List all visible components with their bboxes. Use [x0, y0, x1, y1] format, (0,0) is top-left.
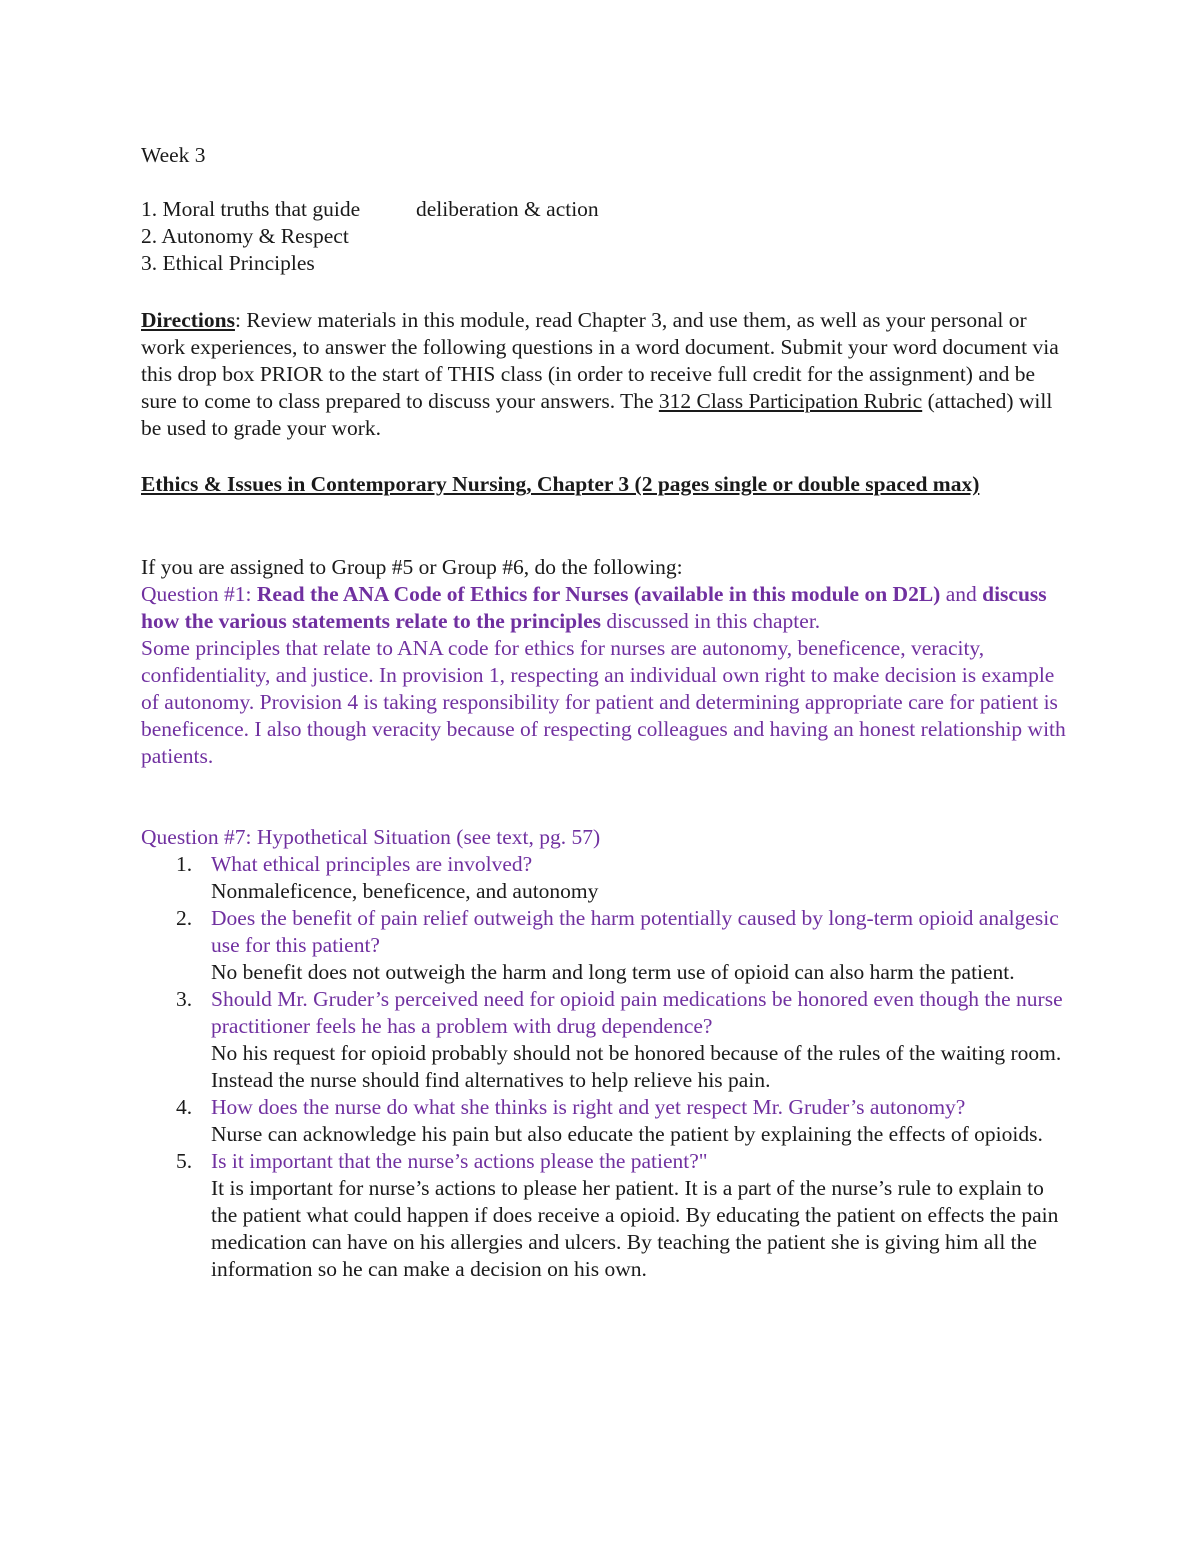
list-item-number: 2. — [176, 906, 193, 930]
topic-item-2: 2. Autonomy & Respect — [141, 224, 349, 248]
question-1-answer: Some principles that relate to ANA code for ethics for nurses are autonomy, beneficence, veracity, confidentiality, and justice. In provision 1, respecting an individual own right to make decision is example of autonomy. Provision 4 is taking responsibility for patient and determining appropriate care for patient is beneficence. I also though veracity because of respecting colleagues and having an honest relationship with patients. — [141, 636, 1066, 768]
question-1-bold-1: Read the ANA Code of Ethics for Nurses (available in this module on D2L) — [256, 582, 941, 606]
question-1-mid: and — [940, 582, 983, 606]
list-item — [141, 986, 1066, 1094]
topic-item-1-part-b: deliberation & action — [416, 197, 599, 221]
week-title: Week 3 — [141, 143, 206, 167]
list-item — [141, 1094, 1066, 1148]
directions-text-2: (attached) will be used to grade your work. — [141, 389, 1053, 440]
topic-item-3: 3. Ethical Principles — [141, 251, 315, 275]
list-item-number: 4. — [176, 1095, 193, 1119]
list-item — [141, 851, 1066, 905]
directions-paragraph — [141, 307, 1066, 442]
list-item-question: How does the nurse do what she thinks is right and yet respect Mr. Gruder’s autonomy? — [211, 1095, 966, 1119]
question-7-title: Question #7: Hypothetical Situation (see text, pg. 57) — [141, 825, 601, 849]
directions-label: Directions — [141, 308, 235, 332]
section-heading: Ethics & Issues in Contemporary Nursing, Chapter 3 (2 pages single or double spaced max) — [141, 472, 980, 496]
directions-text-1: Review materials in this module, read Chapter 3, and use them, as well as your personal or work experiences, to answer the following questions in a word document. Submit your word document via this drop box PRIOR to the start of THIS class (in order to receive full credit for the assignment) and be sure to come to class prepared to discuss your answers. The — [141, 308, 1059, 413]
list-item-answer: No benefit does not outweigh the harm and long term use of opioid can also harm the patient. — [211, 960, 1015, 984]
list-item-question: Should Mr. Gruder’s perceived need for opioid pain medications be honored even though the nurse practitioner feels he has a problem with drug dependence? — [211, 987, 1063, 1038]
list-item-number: 1. — [176, 852, 193, 876]
question-7-list — [141, 851, 1066, 1283]
question-1-prefix: Question #1: — [141, 582, 257, 606]
list-item — [141, 905, 1066, 986]
topic-item-1-part-a: 1. Moral truths that guide — [141, 197, 361, 221]
list-item-number: 3. — [176, 987, 193, 1011]
list-item-number: 5. — [176, 1149, 193, 1173]
question-1-prompt — [141, 581, 1066, 635]
list-item-question: What ethical principles are involved? — [211, 852, 533, 876]
list-item-answer: Nonmaleficence, beneficence, and autonomy — [211, 879, 599, 903]
list-item-answer: No his request for opioid probably should not be honored because of the rules of the waiting room. Instead the nurse should find alternatives to help relieve his pain. — [211, 1041, 1062, 1092]
list-item-question: Is it important that the nurse’s actions please the patient?" — [211, 1149, 708, 1173]
list-item-question: Does the benefit of pain relief outweigh the harm potentially caused by long-term opioid analgesic use for this patient? — [211, 906, 1059, 957]
list-item — [141, 1148, 1066, 1283]
question-1-suffix: discussed in this chapter. — [601, 609, 821, 633]
directions-colon: : — [234, 308, 241, 332]
list-item-answer: It is important for nurse’s actions to please her patient. It is a part of the nurse’s rule to explain to the patient what could happen if does receive a opioid. By educating the patient on effects the pain medication can have on his allergies and ulcers. By teaching the patient she is giving him all the information so he can make a decision on his own. — [211, 1176, 1059, 1281]
topic-item-1 — [141, 196, 1066, 223]
rubric-link[interactable]: 312 Class Participation Rubric — [658, 389, 923, 413]
list-item-answer: Nurse can acknowledge his pain but also educate the patient by explaining the effects of opioids. — [211, 1122, 1043, 1146]
group-instruction: If you are assigned to Group #5 or Group #6, do the following: — [141, 555, 683, 579]
question-1-bold-2: discuss how the various statements relate to the principles — [141, 582, 1047, 633]
topic-list — [141, 196, 1066, 277]
